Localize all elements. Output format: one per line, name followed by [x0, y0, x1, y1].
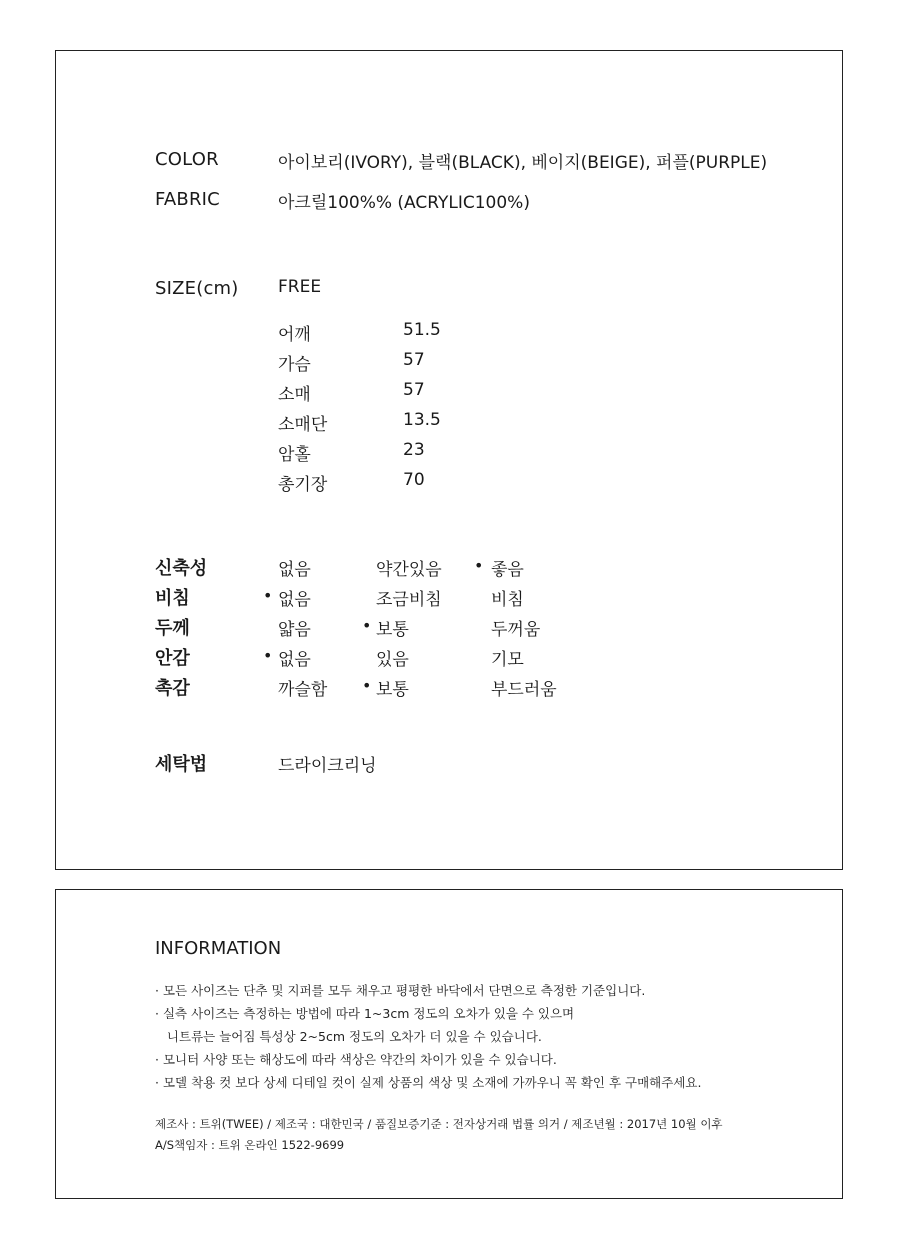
selected-bullet-icon: •	[474, 556, 484, 575]
info-line: · 모델 착용 컷 보다 상세 디테일 컷이 실제 상품의 색상 및 소재에 가까우니 꼭 확인 후 구매해주세요.	[155, 1075, 702, 1090]
info-line: · 모든 사이즈는 단추 및 지퍼를 모두 채우고 평평한 바닥에서 단면으로 측정한 기준입니다.	[155, 983, 646, 998]
attr-option-selected: 보통	[376, 680, 409, 700]
attr-option: 까슬함	[278, 680, 328, 700]
measure-value: 70	[403, 470, 425, 490]
attr-option: 비침	[491, 590, 524, 610]
spec-panel	[55, 50, 843, 870]
attr-option: 없음	[278, 560, 311, 580]
attr-option: 얇음	[278, 620, 311, 640]
selected-bullet-icon: •	[263, 586, 273, 605]
attr-option: 기모	[491, 650, 524, 670]
info-line: · 실측 사이즈는 측정하는 방법에 따라 1~3cm 정도의 오차가 있을 수 있으며	[155, 1006, 575, 1021]
selected-bullet-icon: •	[263, 646, 273, 665]
attr-label-sheerness: 비침	[155, 588, 190, 609]
attr-option: 두꺼움	[491, 620, 541, 640]
attr-option-selected: 좋음	[491, 560, 524, 580]
color-label: COLOR	[155, 149, 219, 170]
attr-option: 부드러움	[491, 680, 557, 700]
measure-value: 51.5	[403, 320, 441, 340]
measure-name: 총기장	[278, 475, 328, 495]
wash-label: 세탁법	[155, 754, 208, 775]
color-value: 아이보리(IVORY), 블랙(BLACK), 베이지(BEIGE), 퍼플(PURPLE)	[278, 153, 768, 173]
attr-option-selected: 없음	[278, 590, 311, 610]
measure-value: 57	[403, 350, 425, 370]
measure-value: 57	[403, 380, 425, 400]
size-value: FREE	[278, 277, 322, 297]
attr-label-thickness: 두께	[155, 618, 190, 639]
attr-label-lining: 안감	[155, 648, 190, 669]
attr-option: 약간있음	[376, 560, 442, 580]
info-line: 니트류는 늘어짐 특성상 2~5cm 정도의 오차가 더 있을 수 있습니다.	[155, 1029, 542, 1044]
fabric-label: FABRIC	[155, 189, 220, 210]
attr-option-selected: 보통	[376, 620, 409, 640]
attr-label-stretch: 신축성	[155, 558, 208, 579]
attr-label-texture: 촉감	[155, 678, 190, 699]
info-title: INFORMATION	[155, 938, 282, 959]
measure-value: 13.5	[403, 410, 441, 430]
measure-name: 가슴	[278, 355, 311, 375]
selected-bullet-icon: •	[362, 616, 372, 635]
measure-name: 암홀	[278, 445, 311, 465]
fabric-value: 아크릴100%% (ACRYLIC100%)	[278, 193, 530, 213]
measure-name: 소매	[278, 385, 311, 405]
measure-name: 소매단	[278, 415, 328, 435]
selected-bullet-icon: •	[362, 676, 372, 695]
wash-value: 드라이크리닝	[278, 756, 377, 776]
measure-value: 23	[403, 440, 425, 460]
attr-option: 있음	[376, 650, 409, 670]
measure-name: 어깨	[278, 325, 311, 345]
manufacturer-info: 제조사 : 트위(TWEE) / 제조국 : 대한민국 / 품질보증기준 : 전자상거래 법률 의거 / 제조년월 : 2017년 10월 이후	[155, 1117, 723, 1131]
attr-option: 조금비침	[376, 590, 442, 610]
attr-option-selected: 없음	[278, 650, 311, 670]
as-contact-info: A/S책임자 : 트위 온라인 1522-9699	[155, 1138, 345, 1152]
info-line: · 모니터 사양 또는 해상도에 따라 색상은 약간의 차이가 있을 수 있습니다.	[155, 1052, 557, 1067]
size-label: SIZE(cm)	[155, 278, 239, 299]
